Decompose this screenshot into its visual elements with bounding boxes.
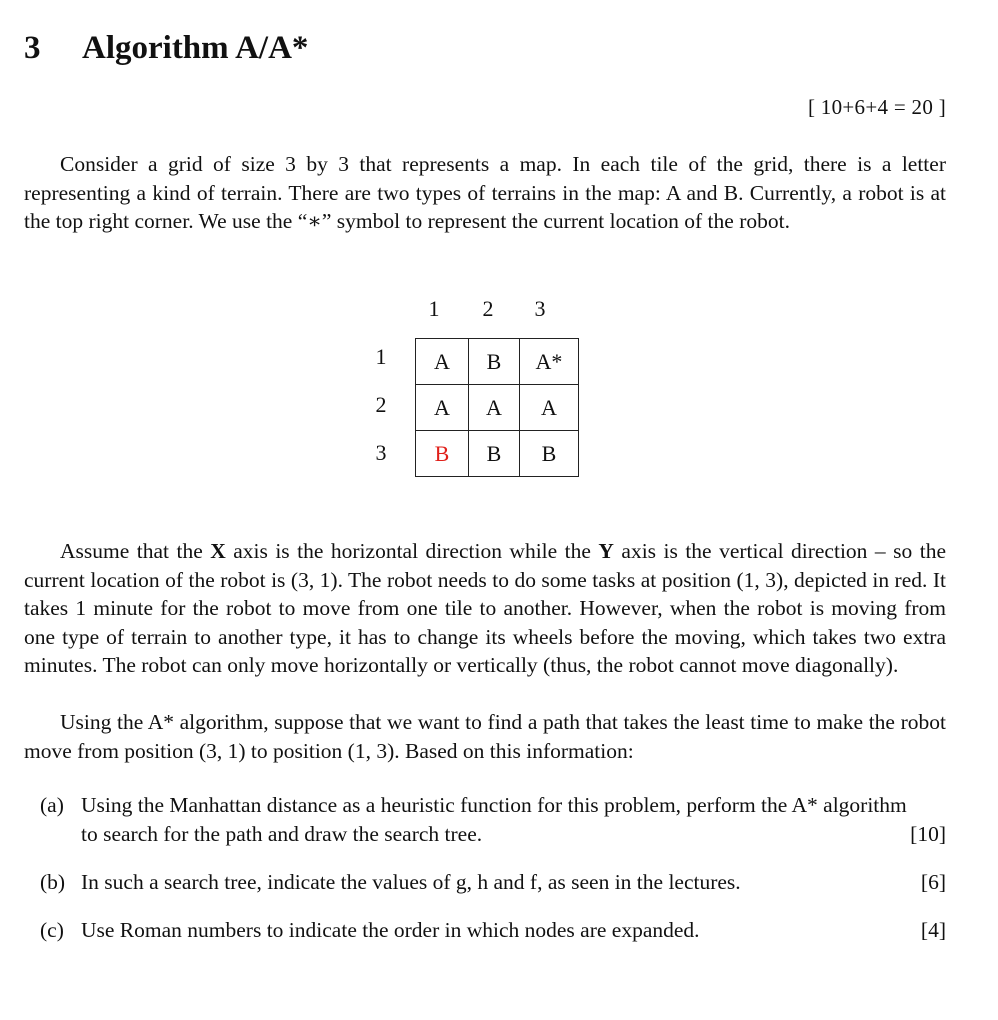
question-label: (b) (40, 870, 66, 894)
question-text: Using the Manhattan distance as a heuristic function for this problem, perform the A* algorithm to search for the path and draw the search tree. (81, 793, 907, 846)
question-label: (a) (40, 793, 64, 817)
grid-cell: A (416, 339, 469, 385)
section-title: Algorithm A/A* (82, 30, 309, 66)
section-number: 3 (24, 30, 41, 66)
grid-cell: A (469, 385, 520, 431)
grid-col-label-2: 2 (482, 296, 494, 321)
grid-cell: B (469, 339, 520, 385)
grid-row (416, 431, 579, 477)
question-label: (c) (40, 918, 64, 942)
question-text: Use Roman numbers to indicate the order in which nodes are expanded. (81, 918, 700, 942)
grid-cell: A (416, 385, 469, 431)
x-axis-label: X (210, 539, 226, 563)
terrain-grid (415, 338, 579, 477)
question-a (40, 791, 946, 851)
question-b (40, 868, 946, 898)
grid-row-label-2: 2 (375, 392, 387, 417)
p2-text: Assume that the (60, 539, 211, 563)
grid-col-label-3: 3 (534, 296, 546, 321)
question-c (40, 916, 946, 946)
grid-row (416, 339, 579, 385)
grid-cell-robot: A* (520, 339, 579, 385)
grid-col-label-1: 1 (428, 296, 440, 321)
grid-cell: B (520, 431, 579, 477)
grid-cell: B (469, 431, 520, 477)
question-marks: [6] (920, 870, 946, 894)
grid-cell: A (520, 385, 579, 431)
total-points: [ 10+6+4 = 20 ] (807, 95, 946, 119)
assumption-paragraph (24, 537, 946, 680)
intro-paragraph: Consider a grid of size 3 by 3 that represents a map. In each tile of the grid, there is a letter representing a kind of terrain. There are two types of terrains in the map: A and B. Currently, a robot is at the top right corner. We use the “∗” symbol to represent the current location of the robot. (24, 152, 946, 234)
question-marks: [4] (920, 918, 946, 942)
task-paragraph: Using the A* algorithm, suppose that we want to find a path that takes the least time to make the robot move from position (3, 1) to position (1, 3). Based on this information: (24, 710, 946, 763)
grid-row-label-1: 1 (375, 344, 387, 369)
p2-text: axis is the vertical direction – so the current location of the robot is (3, 1). The robot needs to do some tasks at position (1, 3), depicted in red. It takes 1 minute for the robot to move from one tile to another. However, when the robot is moving from one type of terrain to another type, it has to change its wheels before the moving, which takes two extra minutes. The robot can only move horizontally or vertically (thus, the robot cannot move diagonally). (24, 539, 946, 678)
grid-row (416, 385, 579, 431)
section-heading (24, 30, 308, 67)
y-axis-label: Y (598, 539, 614, 563)
question-marks: [10] (910, 822, 946, 846)
p2-text: axis is the horizontal direction while the (225, 539, 599, 563)
grid-cell-target: B (416, 431, 469, 477)
grid-row-label-3: 3 (375, 440, 387, 465)
question-text: In such a search tree, indicate the values of g, h and f, as seen in the lectures. (81, 870, 741, 894)
